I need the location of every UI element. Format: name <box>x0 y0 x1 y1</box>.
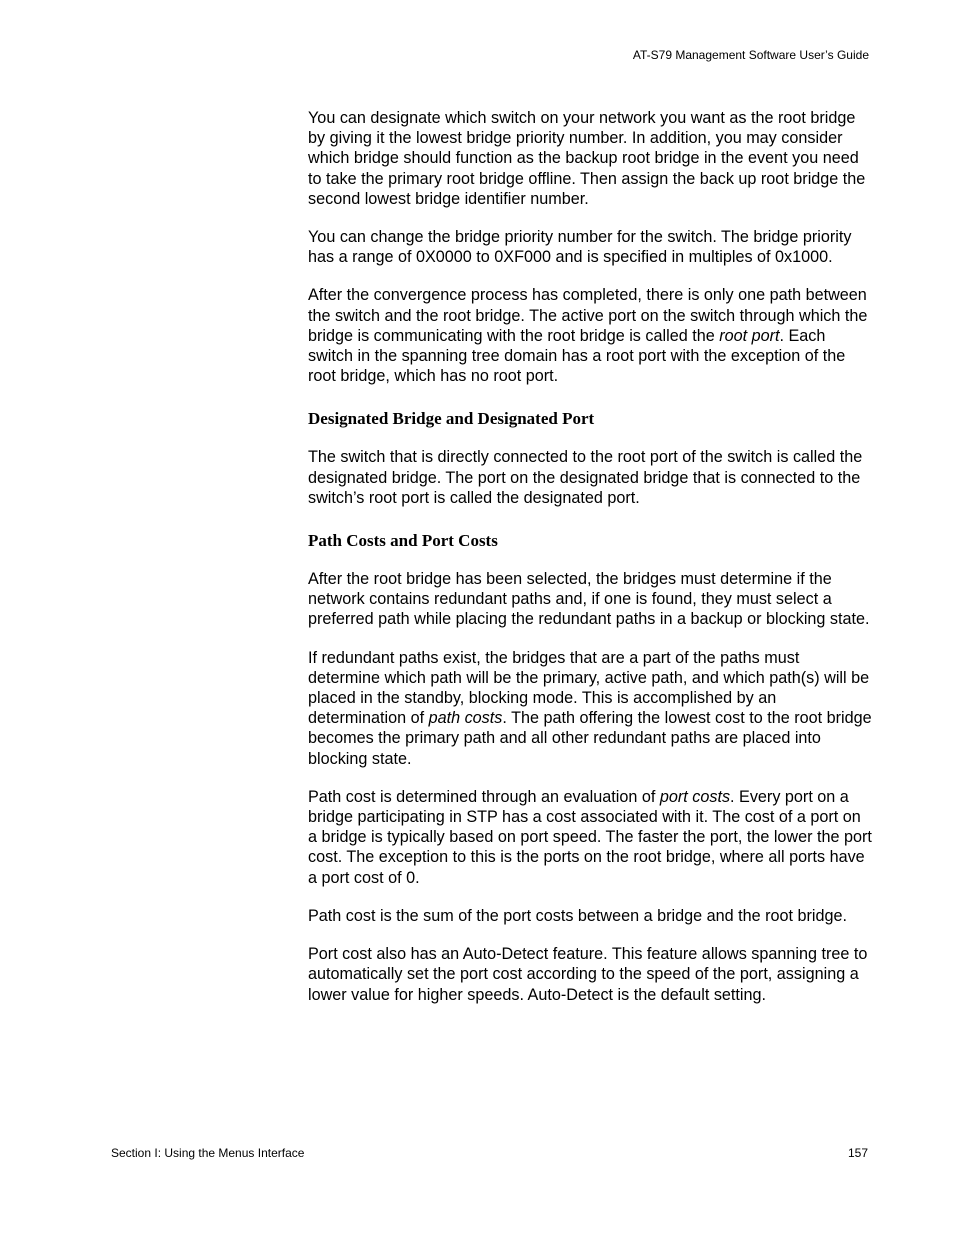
paragraph-root-port: After the convergence process has completed, there is only one path between the switch and the root bridge. The active port on the switch through which the bridge is communicating with the root bridge is called the root port. Each switch in the spanning tree domain has a root port with the exception of the root bridge, which has no root port. <box>308 286 868 386</box>
page-body <box>308 108 873 1023</box>
paragraph-root-bridge-designation: You can designate which switch on your network you want as the root bridge by giving it the lowest bridge priority number. In addition, you may consider which bridge should function as the backup root bridge in the event you need to take the primary root bridge offline. Then assign the back up root bridge the second lowest bridge identifier number. <box>308 109 866 208</box>
running-header: AT-S79 Management Software User’s Guide <box>632 48 869 62</box>
paragraph-path-costs: If redundant paths exist, the bridges that are a part of the paths must determine which path will be the primary, active path, and which path(s) will be placed in the standby, blocking mode. This is accomplished by an determination of path costs. The path offering the lowest cost to the root bridge becomes the primary path and all other redundant paths are placed into blocking state. <box>308 648 872 768</box>
paragraph-path-cost-sum: Path cost is the sum of the port costs between a bridge and the root bridge. <box>308 906 848 925</box>
emphasis-root-port: root port <box>719 326 780 345</box>
paragraph-redundant-paths: After the root bridge has been selected, the bridges must determine if the network contains redundant paths and, if one is found, they must select a preferred path while placing the redundant paths in a backup or blocking state. <box>308 570 870 629</box>
section-heading-path-costs: Path Costs and Port Costs <box>308 531 498 551</box>
paragraph-designated-bridge: The switch that is directly connected to the root port of the switch is called the designated bridge. The port on the designated bridge that is connected to the switch’s root port is called the designated port. <box>308 448 863 507</box>
section-heading-designated-bridge: Designated Bridge and Designated Port <box>308 409 595 429</box>
footer-page-number: 157 <box>847 1146 868 1160</box>
emphasis-path-costs: path costs <box>428 709 503 728</box>
footer-section-label: Section I: Using the Menus Interface <box>111 1146 305 1160</box>
paragraph-port-costs: Path cost is determined through an evaluation of port costs. Every port on a bridge participating in STP has a cost associated with it. The cost of a port on a bridge is typically based on port speed. The faster the port, the lower the port cost. The exception to this is the ports on the root bridge, where all ports have a port cost of 0. <box>308 787 872 887</box>
emphasis-port-costs: port costs <box>659 787 731 806</box>
paragraph-auto-detect: Port cost also has an Auto-Detect feature. This feature allows spanning tree to automatically set the port cost according to the speed of the port, assigning a lower value for higher speeds. Auto-Detect is the default setting. <box>308 945 868 1004</box>
paragraph-bridge-priority: You can change the bridge priority number for the switch. The bridge priority has a range of 0X0000 to 0XF000 and is specified in multiples of 0x1000. <box>308 228 852 267</box>
